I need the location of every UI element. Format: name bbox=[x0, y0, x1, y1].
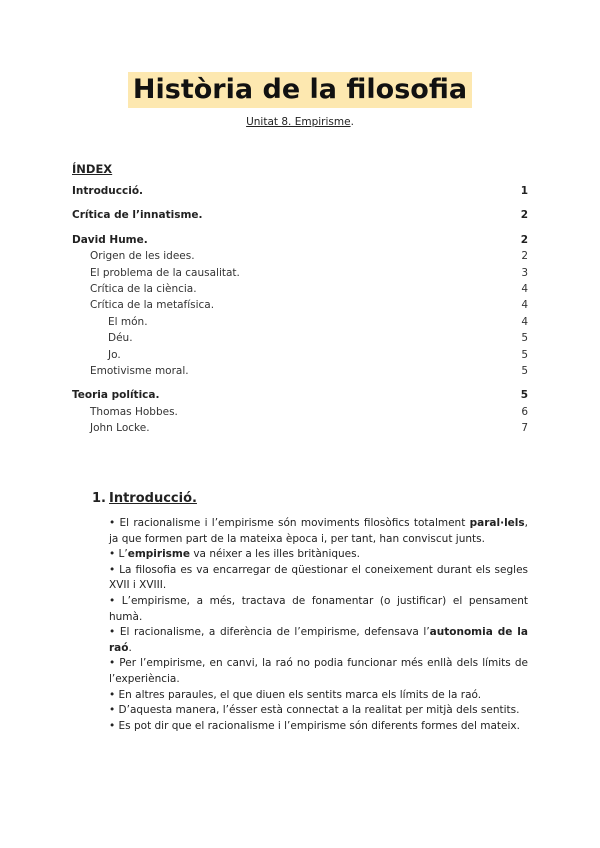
toc-entry-label: Déu. bbox=[108, 332, 133, 345]
toc-entry-page: 2 bbox=[520, 209, 528, 222]
toc-entry-page: 4 bbox=[521, 299, 528, 312]
toc-entry-page: 4 bbox=[521, 315, 528, 328]
table-of-contents bbox=[72, 162, 528, 436]
toc-entry-page: 2 bbox=[521, 250, 528, 263]
section-heading bbox=[92, 491, 528, 506]
bold-term: empirisme bbox=[127, 548, 190, 561]
bullet-paragraph: • Per l’empirisme, en canvi, la raó no podia funcionar més enllà dels límits de l’experiència. bbox=[109, 657, 528, 685]
toc-entry-deu[interactable] bbox=[72, 330, 528, 346]
text-run: . bbox=[128, 641, 132, 654]
toc-entry-label: El món. bbox=[108, 315, 148, 328]
page-title: Història de la filosofia bbox=[128, 72, 472, 108]
bullet-paragraph bbox=[109, 625, 528, 656]
bullet-paragraph: • D’aquesta manera, l’ésser està connectat a la realitat per mitjà dels sentits. bbox=[109, 704, 520, 717]
toc-entry-page: 5 bbox=[521, 364, 528, 377]
toc-entry-page: 1 bbox=[520, 185, 528, 197]
toc-entry-critica-innatisme[interactable] bbox=[72, 207, 528, 223]
toc-entry-label: Emotivisme moral. bbox=[90, 364, 189, 377]
toc-entry-page: 7 bbox=[521, 422, 528, 435]
text-run: va néixer a les illes britàniques. bbox=[190, 548, 360, 561]
bullet-paragraph: • La filosofia es va encarregar de qüestionar el coneixement durant els segles XVII i XVIII. bbox=[109, 563, 528, 592]
bullet-paragraph: • Es pot dir que el racionalisme i l’empirisme són diferents formes del mateix. bbox=[109, 719, 520, 732]
toc-entry-label: John Locke. bbox=[90, 422, 150, 435]
subtitle-link[interactable]: Unitat 8. Empirisme bbox=[246, 116, 351, 128]
toc-entry-jo[interactable] bbox=[72, 347, 528, 363]
text-run: • El racionalisme, a diferència de l’empirisme, defensava l’ bbox=[109, 626, 430, 639]
toc-entry-causalitat[interactable] bbox=[72, 265, 528, 281]
section-number: 1. bbox=[92, 491, 106, 506]
toc-entry-label: Thomas Hobbes. bbox=[90, 405, 178, 418]
toc-entry-critica-metafisica[interactable] bbox=[72, 297, 528, 313]
toc-entry-page: 4 bbox=[521, 282, 528, 295]
toc-entry-page: 6 bbox=[521, 405, 528, 418]
toc-entry-teoria-politica[interactable] bbox=[72, 387, 528, 403]
toc-entry-introduccio[interactable] bbox=[72, 183, 528, 199]
text-run: • L’ bbox=[109, 548, 128, 561]
toc-entry-label: Introducció. bbox=[72, 185, 144, 197]
subtitle-suffix: . bbox=[350, 116, 354, 128]
section-body bbox=[109, 516, 528, 734]
toc-entry-locke[interactable] bbox=[72, 420, 528, 436]
title-container bbox=[0, 72, 600, 108]
toc-entry-page: 5 bbox=[520, 389, 528, 402]
toc-entry-emotivisme[interactable] bbox=[72, 363, 528, 379]
subtitle bbox=[0, 116, 600, 128]
toc-entry-label: Crítica de l’innatisme. bbox=[72, 209, 203, 222]
toc-entry-hobbes[interactable] bbox=[72, 404, 528, 420]
toc-entry-label: Origen de les idees. bbox=[90, 250, 195, 263]
bullet-paragraph: • L’empirisme, a més, tractava de fonamentar (o justificar) el pensament humà. bbox=[109, 594, 528, 623]
toc-heading: ÍNDEX bbox=[72, 162, 113, 176]
toc-entry-label: Teoria política. bbox=[72, 389, 160, 402]
section-title: Introducció. bbox=[109, 491, 197, 506]
toc-entry-page: 3 bbox=[521, 266, 528, 279]
text-run: , ja que formen part de la mateixa època i, per tant, han conviscut junts. bbox=[109, 517, 528, 545]
toc-entry-label: Crítica de la ciència. bbox=[90, 282, 197, 295]
section-introduccio bbox=[92, 491, 528, 734]
bullet-paragraph bbox=[109, 547, 528, 563]
toc-entry-page: 5 bbox=[521, 348, 528, 361]
toc-entry-origen-idees[interactable] bbox=[72, 248, 528, 264]
text-run: • El racionalisme i l’empirisme són moviments filosòfics totalment bbox=[109, 517, 470, 529]
toc-entry-page: 5 bbox=[521, 332, 528, 345]
toc-entry-label: David Hume. bbox=[72, 233, 148, 246]
toc-entry-label: El problema de la causalitat. bbox=[90, 266, 240, 279]
bullet-paragraph: • En altres paraules, el que diuen els sentits marca els límits de la raó. bbox=[109, 688, 482, 701]
bold-term: paral·lels bbox=[469, 517, 525, 529]
toc-entry-el-mon[interactable] bbox=[72, 314, 528, 330]
toc-entry-david-hume[interactable] bbox=[72, 232, 528, 248]
bullet-paragraph bbox=[109, 516, 528, 547]
toc-entry-page: 2 bbox=[520, 233, 528, 246]
toc-entry-label: Crítica de la metafísica. bbox=[90, 299, 215, 312]
toc-entry-label: Jo. bbox=[108, 348, 121, 361]
bold-term: autonomia de la raó bbox=[109, 626, 528, 654]
toc-entry-critica-ciencia[interactable] bbox=[72, 281, 528, 297]
